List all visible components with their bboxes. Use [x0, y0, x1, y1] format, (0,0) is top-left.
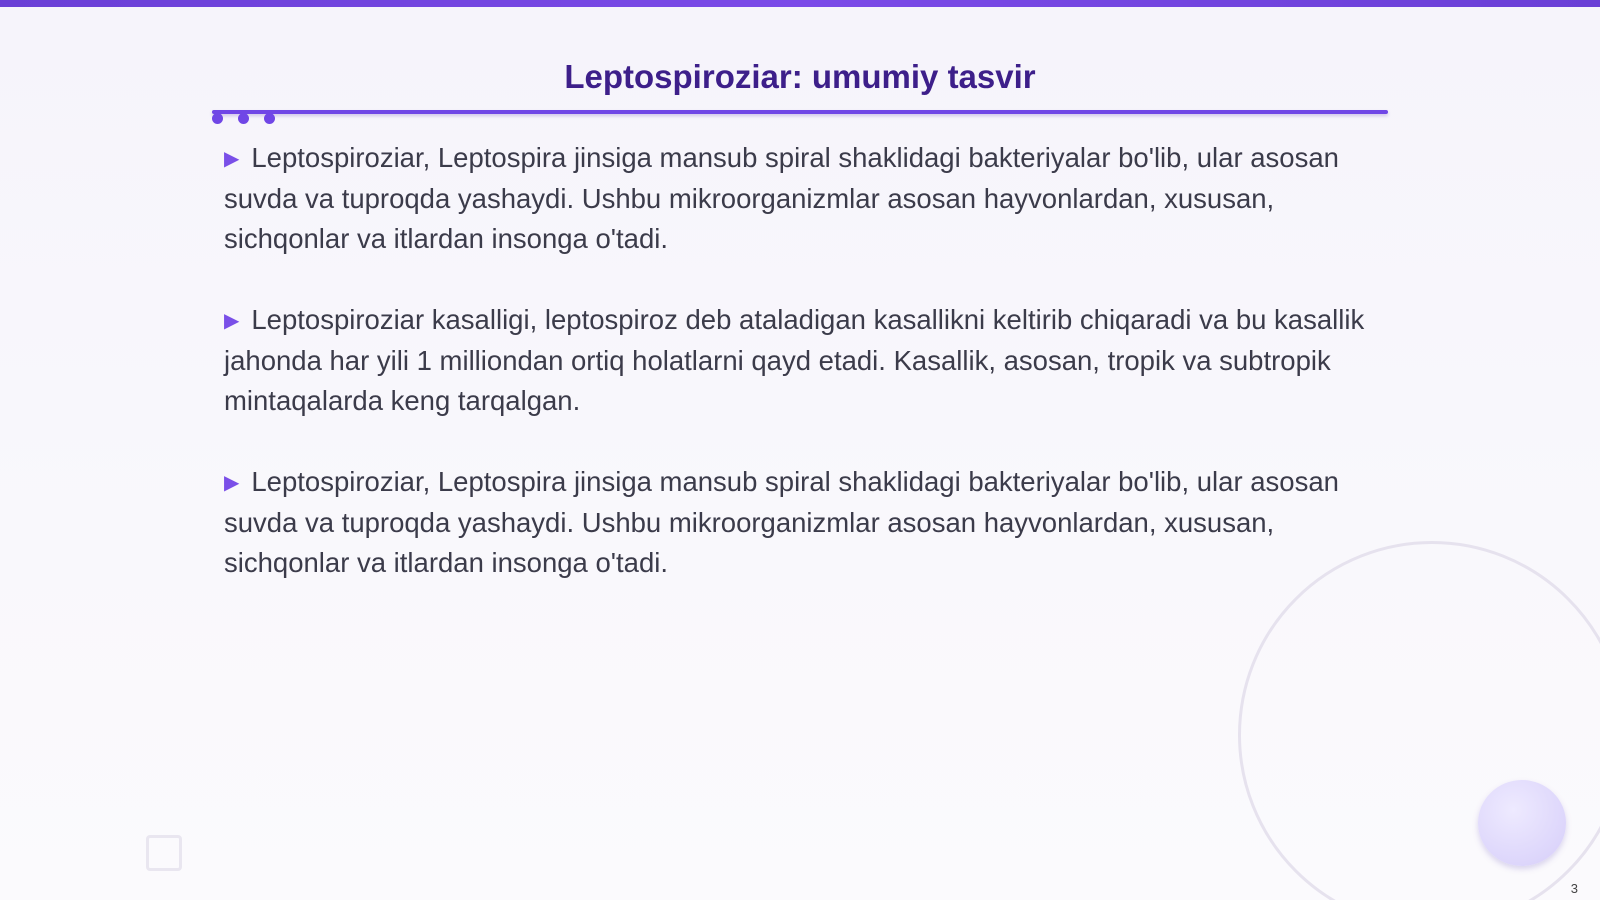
title-underline	[212, 110, 1388, 114]
bullet-paragraph-3	[224, 462, 1374, 583]
top-accent-bar	[0, 0, 1600, 7]
triangle-bullet-icon: ▶	[224, 472, 240, 494]
bullet-text: Leptospiroziar, Leptospira jinsiga mansub spiral shaklidagi bakteriyalar bo'lib, ular asosan suvda va tuproqda yashaydi. Ushbu mikroorganizmlar asosan hayvonlardan, xususan, sichqonlar va itlardan insonga o'tadi.	[224, 142, 1339, 254]
triangle-bullet-icon: ▶	[224, 148, 240, 170]
decorative-dots	[212, 113, 282, 127]
decorative-circle	[1478, 780, 1566, 866]
bullet-list	[224, 138, 1374, 624]
bullet-paragraph-1	[224, 138, 1374, 259]
bullet-text: Leptospiroziar kasalligi, leptospiroz deb ataladigan kasallikni keltirib chiqaradi va bu kasallik jahonda har yili 1 milliondan ortiq holatlarni qayd etadi. Kasallik, asosan, tropik va subtropik mintaqalarda keng tarqalgan.	[224, 304, 1365, 416]
triangle-bullet-icon: ▶	[224, 310, 240, 332]
page-number: 3	[1570, 881, 1578, 896]
decorative-dot	[212, 113, 223, 124]
bullet-text: Leptospiroziar, Leptospira jinsiga mansub spiral shaklidagi bakteriyalar bo'lib, ular asosan suvda va tuproqda yashaydi. Ushbu mikroorganizmlar asosan hayvonlardan, xususan, sichqonlar va itlardan insonga o'tadi.	[224, 466, 1339, 578]
slide-title: Leptospiroziar: umumiy tasvir	[564, 58, 1036, 95]
decorative-dot	[264, 113, 275, 124]
bullet-paragraph-2	[224, 300, 1374, 421]
decorative-square	[146, 835, 182, 871]
decorative-dot	[238, 113, 249, 124]
